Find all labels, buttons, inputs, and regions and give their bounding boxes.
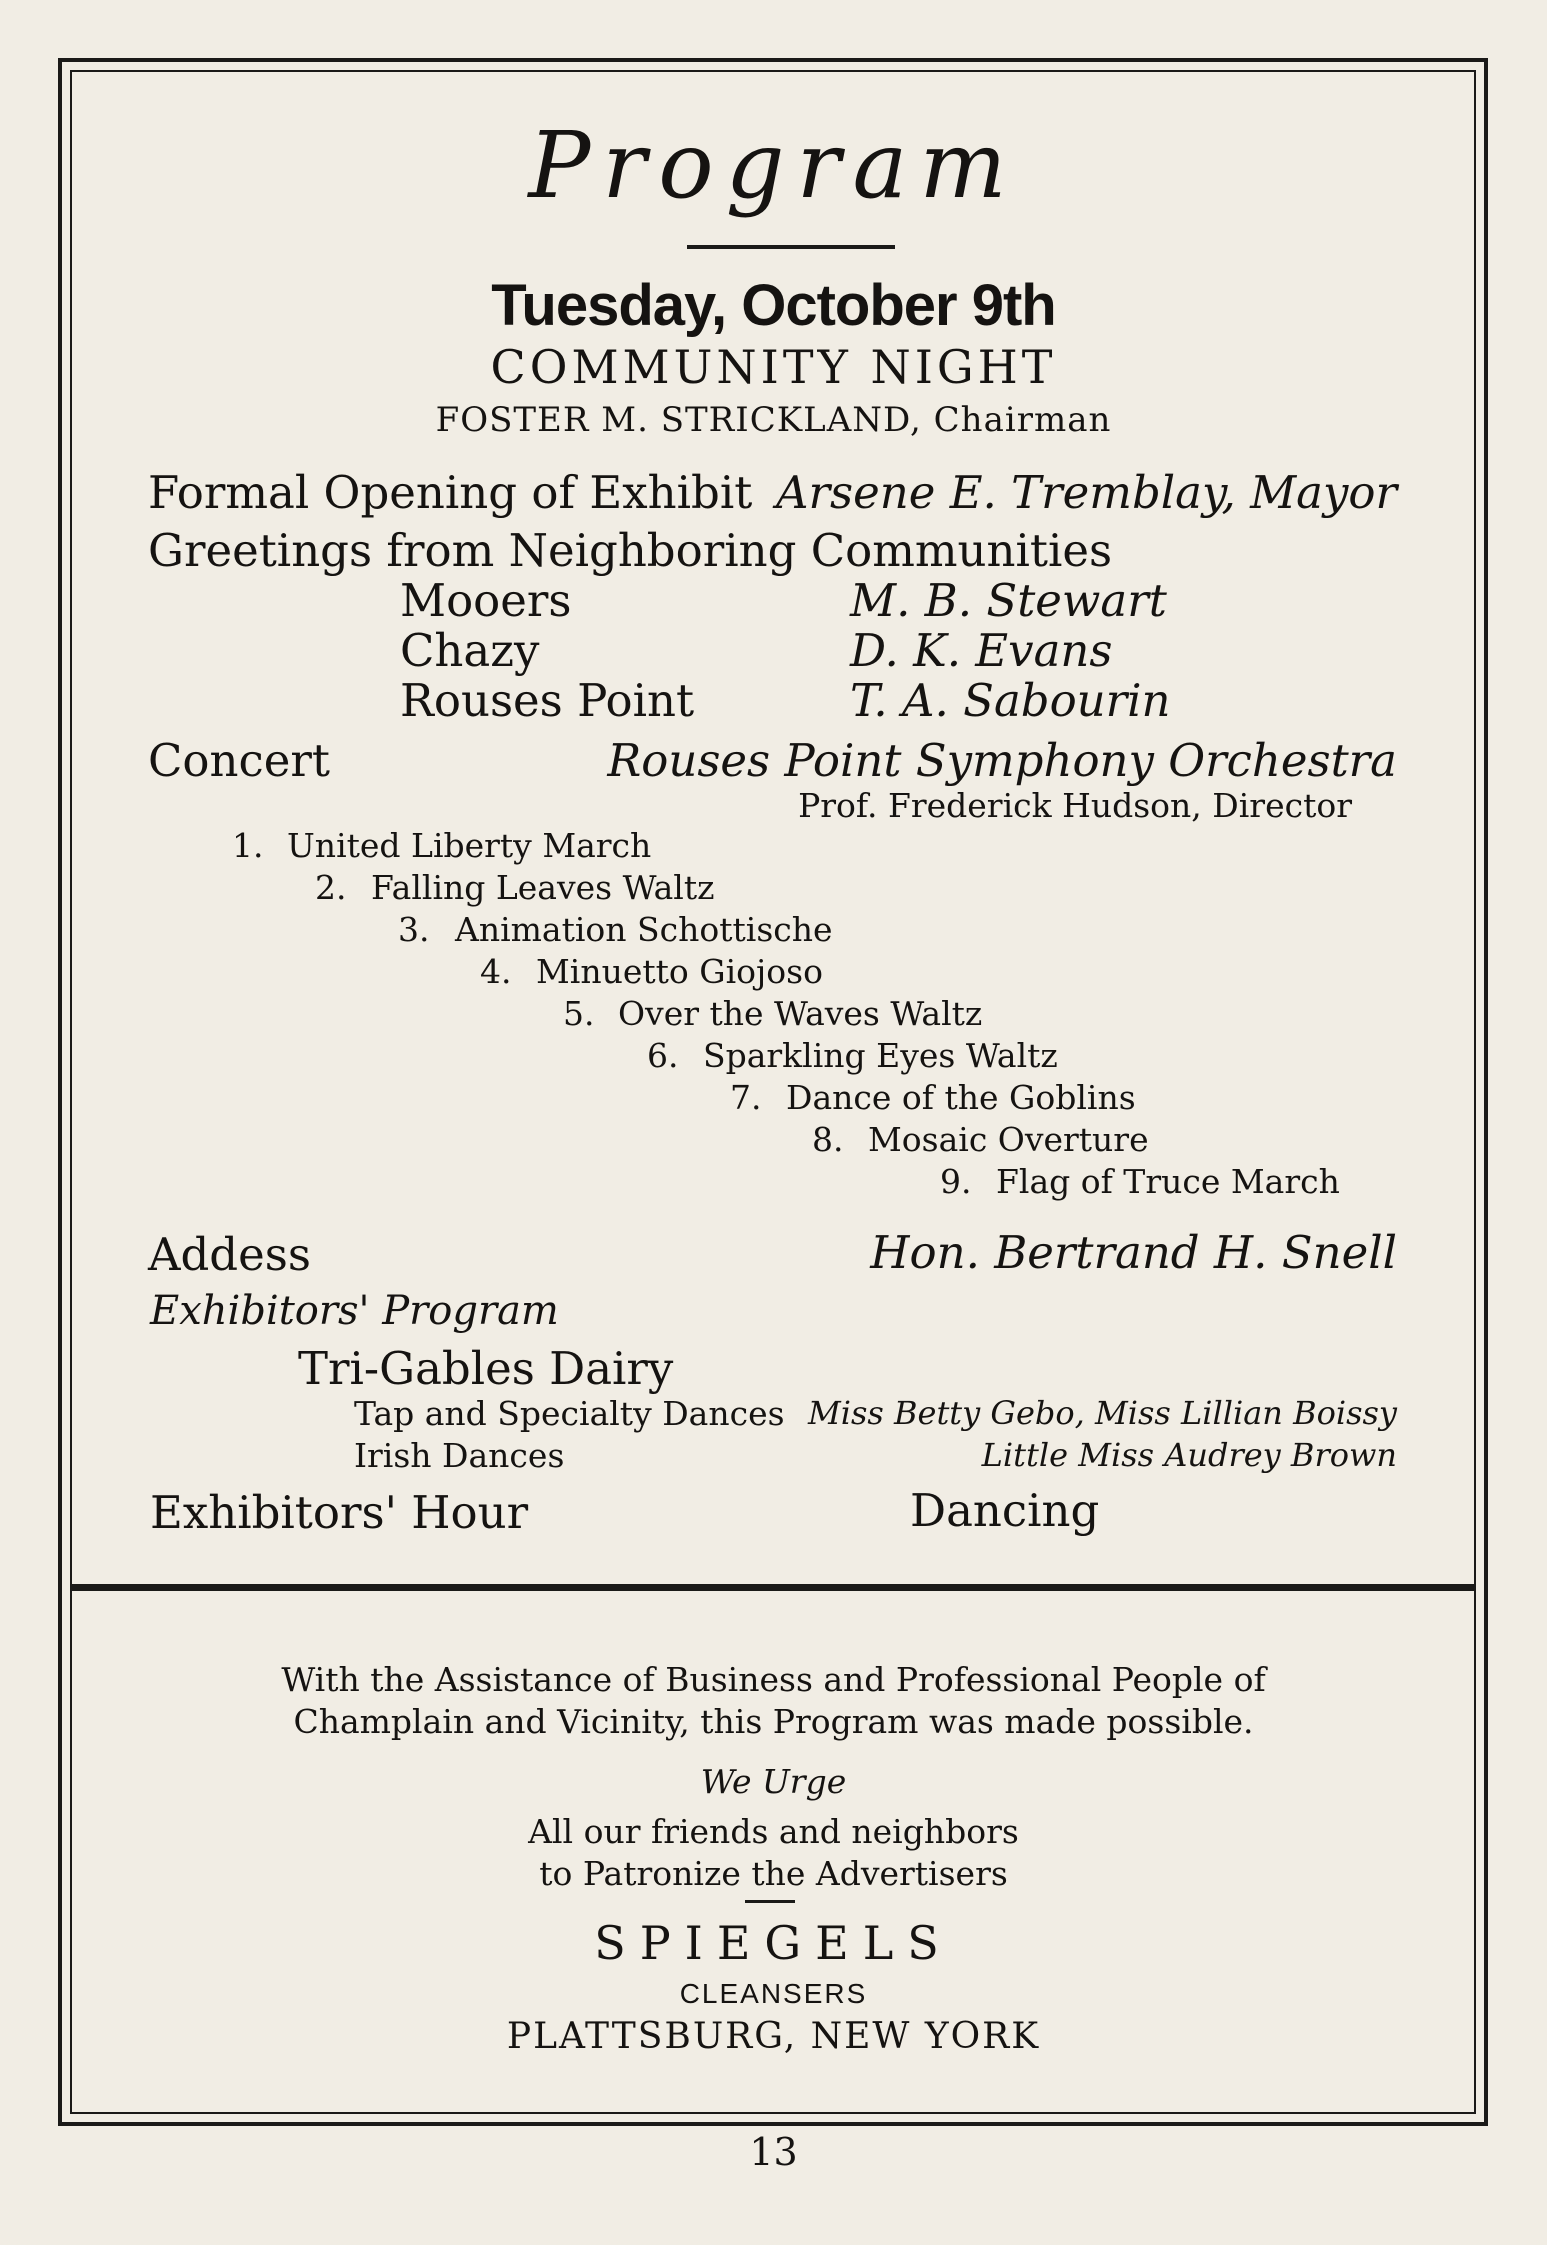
concert-director: Prof. Frederick Hudson, Director [798, 786, 1352, 825]
section-divider [70, 1584, 1476, 1591]
advertiser-city: PLATTSBURG, NEW YORK [506, 2016, 1041, 2057]
piece-title: Dance of the Goblins [786, 1078, 1136, 1117]
opening-person: Arsene E. Tremblay, Mayor [776, 466, 1397, 519]
advertiser-name: SPIEGELS [594, 1916, 953, 1970]
piece-title: United Liberty March [287, 826, 652, 865]
chairman-line: FOSTER M. STRICKLAND, Chairman [435, 400, 1112, 440]
exhibitor-act: Irish Dances [354, 1436, 565, 1475]
piece-title: Animation Schottische [455, 910, 833, 949]
concert-performer: Rouses Point Symphony Orchestra [607, 734, 1397, 787]
exhibitors-label: Exhibitors' Program [150, 1288, 559, 1334]
piece-number: 5. [563, 994, 595, 1033]
exhibitors-hour: Exhibitors' Hour [150, 1486, 529, 1539]
piece-number: 9. [940, 1162, 972, 1201]
footer-line-2: Champlain and Vicinity, this Program was made possible. [293, 1702, 1254, 1741]
greetings-label: Greetings from Neighboring Communities [148, 524, 1113, 577]
piece-number: 2. [315, 868, 347, 907]
footer-rule [745, 1900, 795, 1903]
event-date: Tuesday, October 9th [491, 273, 1056, 338]
address-label: Addess [148, 1228, 311, 1281]
footer-line-1: With the Assistance of Business and Professional People of [281, 1660, 1266, 1699]
piece-title: Falling Leaves Waltz [371, 868, 715, 907]
greeting-person: M. B. Stewart [850, 574, 1167, 627]
piece-title: Flag of Truce March [996, 1162, 1340, 1201]
piece-number: 3. [398, 910, 430, 949]
address-person: Hon. Bertrand H. Snell [870, 1226, 1397, 1279]
greeting-person: T. A. Sabourin [850, 674, 1171, 727]
piece-title: Mosaic Overture [868, 1120, 1149, 1159]
piece-number: 1. [232, 826, 264, 865]
exhibitor-performers: Little Miss Audrey Brown [981, 1436, 1397, 1474]
advertiser-service: CLEANSERS [679, 1978, 868, 2009]
urge-heading: We Urge [700, 1762, 847, 1801]
exhibitor-performers: Miss Betty Gebo, Miss Lillian Boissy [807, 1394, 1397, 1432]
event-name: COMMUNITY NIGHT [490, 340, 1057, 394]
piece-title: Minuetto Giojoso [536, 952, 823, 991]
page-title: Program [528, 112, 1019, 219]
piece-title: Sparkling Eyes Waltz [703, 1036, 1058, 1075]
opening-label: Formal Opening of Exhibit [148, 466, 753, 519]
greeting-place: Rouses Point [400, 674, 695, 727]
exhibitor-group: Tri-Gables Dairy [298, 1342, 674, 1395]
greeting-person: D. K. Evans [850, 624, 1113, 677]
urge-line-1: All our friends and neighbors [528, 1812, 1019, 1851]
title-rule [687, 245, 895, 249]
page-number: 13 [749, 2130, 798, 2174]
dancing-label: Dancing [910, 1484, 1100, 1537]
piece-number: 6. [647, 1036, 679, 1075]
piece-number: 8. [812, 1120, 844, 1159]
greeting-place: Mooers [400, 574, 572, 627]
exhibitor-act: Tap and Specialty Dances [354, 1394, 785, 1433]
piece-number: 7. [730, 1078, 762, 1117]
urge-line-2: to Patronize the Advertisers [539, 1854, 1008, 1893]
concert-label: Concert [148, 734, 330, 787]
piece-title: Over the Waves Waltz [618, 994, 983, 1033]
greeting-place: Chazy [400, 624, 540, 677]
piece-number: 4. [480, 952, 512, 991]
